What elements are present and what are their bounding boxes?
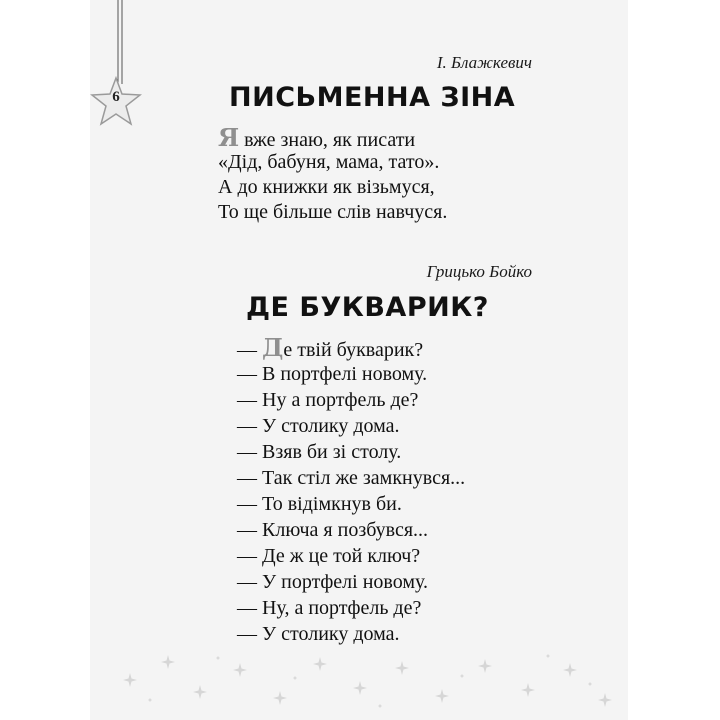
- poem1-line: То ще більше слів навчуся.: [218, 201, 448, 223]
- sparkle-icon: [563, 663, 577, 677]
- poem2-line: — В портфелі новому.: [237, 363, 428, 385]
- sparkle-icon: [395, 661, 409, 675]
- poem2-line: — То відімкнув би.: [237, 493, 402, 515]
- sparkle-icon: [193, 685, 207, 699]
- poem1-line: [218, 125, 447, 150]
- sparkle-icon: [123, 673, 137, 687]
- poem1-first-line-text: вже знаю, як писати: [239, 129, 416, 151]
- poem2-line: — У столику дома.: [237, 623, 400, 645]
- poem2-line: — У столику дома.: [237, 415, 400, 437]
- poem1-line: А до книжки як візьмуся,: [218, 176, 435, 198]
- poem1-line: «Дід, бабуня, мама, тато».: [218, 151, 440, 173]
- sparkle-icon: [598, 693, 612, 707]
- sparkle-icon: [273, 691, 287, 705]
- sparkle-icon: [521, 683, 535, 697]
- poem2-line: — Ну а портфель де?: [237, 389, 419, 411]
- sparkle-icon: [233, 663, 247, 677]
- poem2-line: — Ну, а портфель де?: [237, 597, 422, 619]
- poem2-dropcap: Д: [262, 333, 284, 362]
- poem2-author: Грицько Бойко: [426, 262, 532, 281]
- sparkle-icon: [478, 659, 492, 673]
- poem1-title: ПИСЬМЕННА ЗІНА: [229, 82, 516, 113]
- poem2-line: — Де ж це той ключ?: [237, 545, 421, 567]
- sparkle-icon: [435, 689, 449, 703]
- poem2-body: [237, 335, 465, 647]
- sparkle-decoration: [90, 640, 628, 720]
- ribbon-icon: [116, 0, 124, 84]
- sparkle-icon: [353, 681, 367, 695]
- sparkle-icon: [161, 655, 175, 669]
- sparkle-icon: [313, 657, 327, 671]
- poem1-dropcap: Я: [218, 123, 240, 152]
- poem2-title: ДЕ БУКВАРИК?: [246, 292, 489, 323]
- poem1-body: [218, 125, 447, 225]
- poem2-line: — Взяв би зі столу.: [237, 441, 402, 463]
- poem2-line: — Так стіл же замкнувся...: [237, 467, 466, 489]
- poem2-line: [237, 335, 465, 361]
- poem1-author: І. Блажкевич: [436, 53, 532, 72]
- poem2-line: — Ключа я позбувся...: [237, 519, 429, 541]
- poem2-first-dash: —: [237, 339, 262, 361]
- poem2-first-line-text: е твій букварик?: [283, 339, 424, 361]
- page-number: 6: [112, 89, 120, 105]
- poem2-line: — У портфелі новому.: [237, 571, 428, 593]
